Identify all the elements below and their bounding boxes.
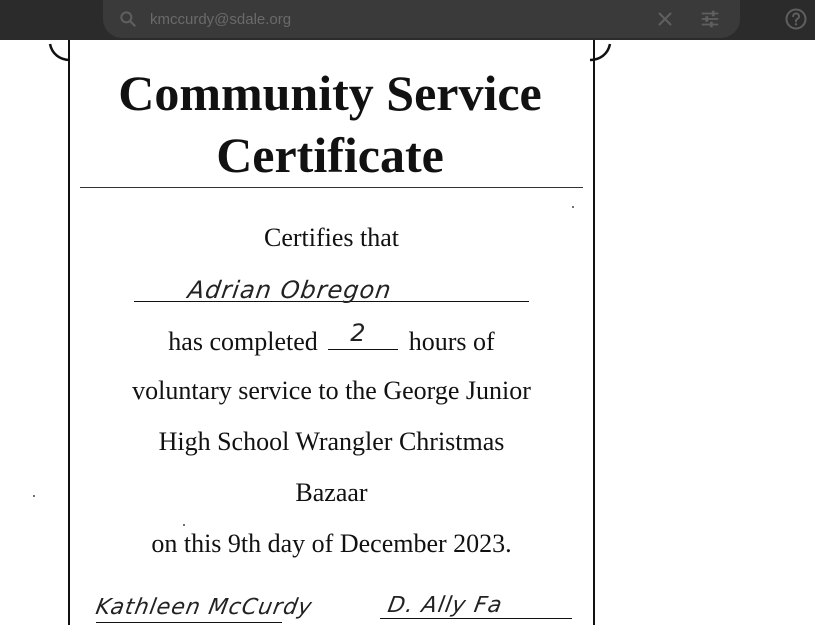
certificate-title bbox=[70, 62, 590, 186]
corner-ornament-icon bbox=[48, 40, 72, 64]
scan-speck bbox=[33, 495, 35, 497]
signature-left-line bbox=[96, 622, 282, 623]
search-input[interactable] bbox=[150, 8, 630, 30]
date-line: on this 9th day of December 2023. bbox=[151, 529, 512, 558]
help-icon[interactable] bbox=[784, 7, 808, 31]
body-line-3: Bazaar bbox=[295, 478, 368, 507]
body-line-1: voluntary service to the George Junior bbox=[132, 376, 531, 405]
completed-prefix: has completed bbox=[168, 327, 318, 356]
signature-right-line bbox=[380, 618, 572, 619]
signature-right: D. Ally Fa bbox=[385, 593, 505, 618]
recipient-name: Adrian Obregon bbox=[186, 276, 394, 304]
completed-suffix: hours of bbox=[408, 327, 495, 356]
search-icon[interactable] bbox=[118, 9, 138, 29]
title-line-1: Community Service bbox=[118, 65, 542, 121]
completed-line bbox=[70, 319, 593, 357]
body-line-2: High School Wrangler Christmas bbox=[158, 427, 505, 456]
signature-left: Kathleen McCurdy bbox=[93, 595, 315, 620]
scan-speck bbox=[572, 206, 574, 208]
corner-ornament-icon bbox=[588, 40, 612, 64]
title-line-2: Certificate bbox=[216, 127, 444, 183]
hours-blank bbox=[328, 319, 398, 350]
top-bar bbox=[0, 0, 815, 40]
tune-icon[interactable] bbox=[699, 8, 721, 30]
certificate-document bbox=[0, 40, 815, 625]
certifies-text: Certifies that bbox=[263, 223, 399, 252]
close-icon[interactable] bbox=[654, 8, 676, 30]
scan-speck bbox=[183, 524, 185, 526]
title-divider bbox=[80, 187, 583, 188]
hours-value: 2 bbox=[350, 319, 367, 347]
